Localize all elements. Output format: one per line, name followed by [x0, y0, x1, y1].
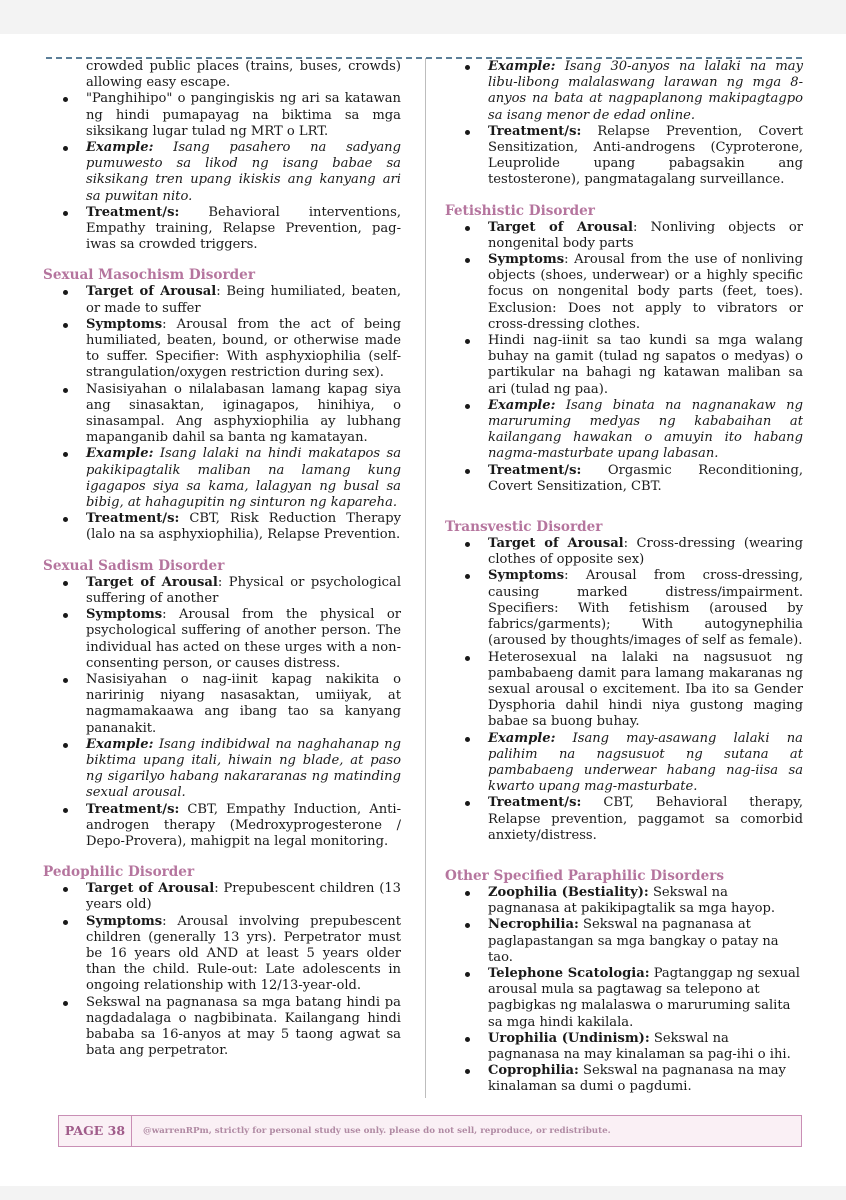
other-specified-list: [445, 885, 803, 1096]
list-item: crowded public places (trains, buses, crowds) allowing easy escape.: [86, 59, 401, 91]
treatment-item: Treatment/s: Relapse Prevention, Covert Sensitization, Anti-androgens (Cyproterone, Leuprolide upang pabagsakin ang testosterone), pangmatagalang surveillance.: [445, 124, 803, 189]
sadism-list: [43, 575, 401, 850]
symptoms-item: Symptoms: Arousal from the use of nonliving objects (shoes, underwear) or a highly specific focus on nongenital body parts (feet, toes). Exclusion: Does not apply to vibrators or cross-dressing clothes.: [445, 252, 803, 333]
treatment-item: Treatment/s: Orgasmic Reconditioning, Covert Sensitization, CBT.: [445, 463, 803, 495]
section-heading-masochism: Sexual Masochism Disorder: [43, 267, 255, 284]
section-heading-other-specified: Other Specified Paraphilic Disorders: [445, 867, 725, 884]
symptoms-item: Symptoms: Arousal involving prepubescent children (generally 13 yrs). Perpetrator must be 16 years old AND at least 5 years older than the child. Rule-out: Late adolescents in ongoing relationship with 12/13-year-old.: [43, 914, 401, 995]
symptoms-item: Symptoms: Arousal from cross-dressing, causing marked distress/impairment. Specifiers: With fetishism (aroused by fabrics/garments); With autogynephilia (aroused by thoughts/images of self as female).: [445, 568, 803, 649]
target-item: Target of Arousal: Being humiliated, beaten, or made to suffer: [43, 284, 401, 316]
page-number: PAGE 38: [59, 1116, 132, 1146]
list-item: Telephone Scatologia: Pagtanggap ng sexual arousal mula sa pagtawag sa telepono at pagbigkas ng malalaswa o maruruming salita sa mga hindi kakilala.: [445, 966, 803, 1031]
example-item: Example: Isang pasahero na sadyang pumuwesto sa likod ng isang babae sa siksikang tren upang ikiskis ang kanyang ari sa puwitan nito.: [43, 140, 401, 205]
section-heading-pedophilic: Pedophilic Disorder: [43, 864, 195, 881]
column-divider: [425, 58, 426, 1098]
example-item: Example: Isang binata na nagnanakaw ng maruruming medyas ng kababaihan at kailangang hawakan o amuyin ito habang nagma-masturbate upang labasan.: [445, 398, 803, 463]
example-item: Example: Isang lalaki na hindi makatapos sa pakikipagtalik maliban na lamang kung igagapos siya sa kama, lalagyan ng busal sa bibig, at hahagupitin ng sinturon ng kapareha.: [43, 446, 401, 511]
example-item: Example: Isang indibidwal na naghahanap ng biktima upang itali, hiwain ng blade, at paso ng sigarilyo habang nakararanas ng matinding sexual arousal.: [43, 737, 401, 802]
target-item: Target of Arousal: Cross-dressing (wearing clothes of opposite sex): [445, 536, 803, 568]
continued-list: [43, 59, 401, 253]
bottom-margin: [0, 1186, 846, 1200]
target-item: Target of Arousal: Nonliving objects or nongenital body parts: [445, 220, 803, 252]
list-item: Necrophilia: Sekswal na pagnanasa at paglapastangan sa mga bangkay o patay na tao.: [445, 917, 803, 966]
copyright-notice: @warrenRPm, strictly for personal study use only. please do not sell, reproduce, or redistribute.: [143, 1126, 611, 1136]
section-heading-transvestic: Transvestic Disorder: [445, 519, 603, 536]
filipino-item: Nasisiyahan o nilalabasan lamang kapag siya ang sinasaktan, iginagapos, hinihiya, o sinasampal. Ang asphyxiophilia ay lubhang mapanganib dahil sa banta ng kamatayan.: [43, 382, 401, 447]
pedophilic-continued-list: [445, 59, 803, 189]
treatment-item: Treatment/s: CBT, Risk Reduction Therapy (lalo na sa asphyxiophilia), Relapse Prevention.: [43, 511, 401, 543]
target-item: Target of Arousal: Physical or psychological suffering of another: [43, 575, 401, 607]
treatment-item: Treatment/s: CBT, Behavioral therapy, Relapse prevention, paggamot sa comorbid anxiety/distress.: [445, 795, 803, 844]
pedophilic-list: [43, 881, 401, 1059]
filipino-item: Sekswal na pagnanasa sa mga batang hindi pa nagdadalaga o nagbibinata. Kailangang hindi bababa sa 16-anyos at may 5 taong agwat sa bata ang perpetrator.: [43, 995, 401, 1060]
filipino-item: Hindi nag-iinit sa tao kundi sa mga walang buhay na gamit (tulad ng sapatos o medyas) o partikular na bahagi ng katawan maliban sa ari (tulad ng paa).: [445, 333, 803, 398]
symptoms-item: Symptoms: Arousal from the act of being humiliated, beaten, bound, or otherwise made to suffer. Specifier: With asphyxiophilia (self-strangulation/oxygen restriction during sex).: [43, 317, 401, 382]
list-item: Urophilia (Undinism): Sekswal na pagnanasa na may kinalaman sa pag-ihi o ihi.: [445, 1031, 803, 1063]
section-heading-sadism: Sexual Sadism Disorder: [43, 557, 225, 574]
fetishistic-list: [445, 220, 803, 495]
treatment-item: Treatment/s: CBT, Empathy Induction, Anti-androgen therapy (Medroxyprogesterone / Depo-Provera), mahigpit na legal monitoring.: [43, 802, 401, 851]
filipino-item: Nasisiyahan o nag-iinit kapag nakikita o naririnig niyang nasasaktan, umiiyak, at nagmamakaawa ang ibang tao sa kanyang pananakit.: [43, 672, 401, 737]
left-column: [43, 59, 401, 1059]
transvestic-list: [445, 536, 803, 844]
example-item: Example: Isang 30-anyos na lalaki na may libu-libong malalaswang larawan ng mga 8-anyos na bata at nagpaplanong makipagtagpo sa isang menor de edad online.: [445, 59, 803, 124]
list-item: Coprophilia: Sekswal na pagnanasa na may kinalaman sa dumi o pagdumi.: [445, 1063, 803, 1095]
section-heading-fetishistic: Fetishistic Disorder: [445, 202, 595, 219]
top-margin: [0, 0, 846, 34]
page-footer: [58, 1115, 802, 1147]
symptoms-item: Symptoms: Arousal from the physical or psychological suffering of another person. The individual has acted on these urges with a non-consenting person, or causes distress.: [43, 607, 401, 672]
list-item: "Panghihipo" o pangingiskis ng ari sa katawan ng hindi pumapayag na biktima sa mga siksikang lugar tulad ng MRT o LRT.: [43, 91, 401, 140]
list-item: Zoophilia (Bestiality): Sekswal na pagnanasa at pakikipagtalik sa mga hayop.: [445, 885, 803, 917]
treatment-item: Treatment/s: Behavioral interventions, Empathy training, Relapse Prevention, pag-iwas sa crowded triggers.: [43, 205, 401, 254]
right-column: [445, 59, 803, 1096]
example-item: Example: Isang may-asawang lalaki na palihim na nagsusuot ng sutana at pambabaeng underwear habang nag-iisa sa kwarto upang mag-masturbate.: [445, 731, 803, 796]
target-item: Target of Arousal: Prepubescent children (13 years old): [43, 881, 401, 913]
masochism-list: [43, 284, 401, 543]
filipino-item: Heterosexual na lalaki na nagsusuot ng pambabaeng damit para lamang makaranas ng sexual arousal o excitement. Iba ito sa Gender Dysphoria dahil hindi niya gustong maging babae sa buong buhay.: [445, 650, 803, 731]
